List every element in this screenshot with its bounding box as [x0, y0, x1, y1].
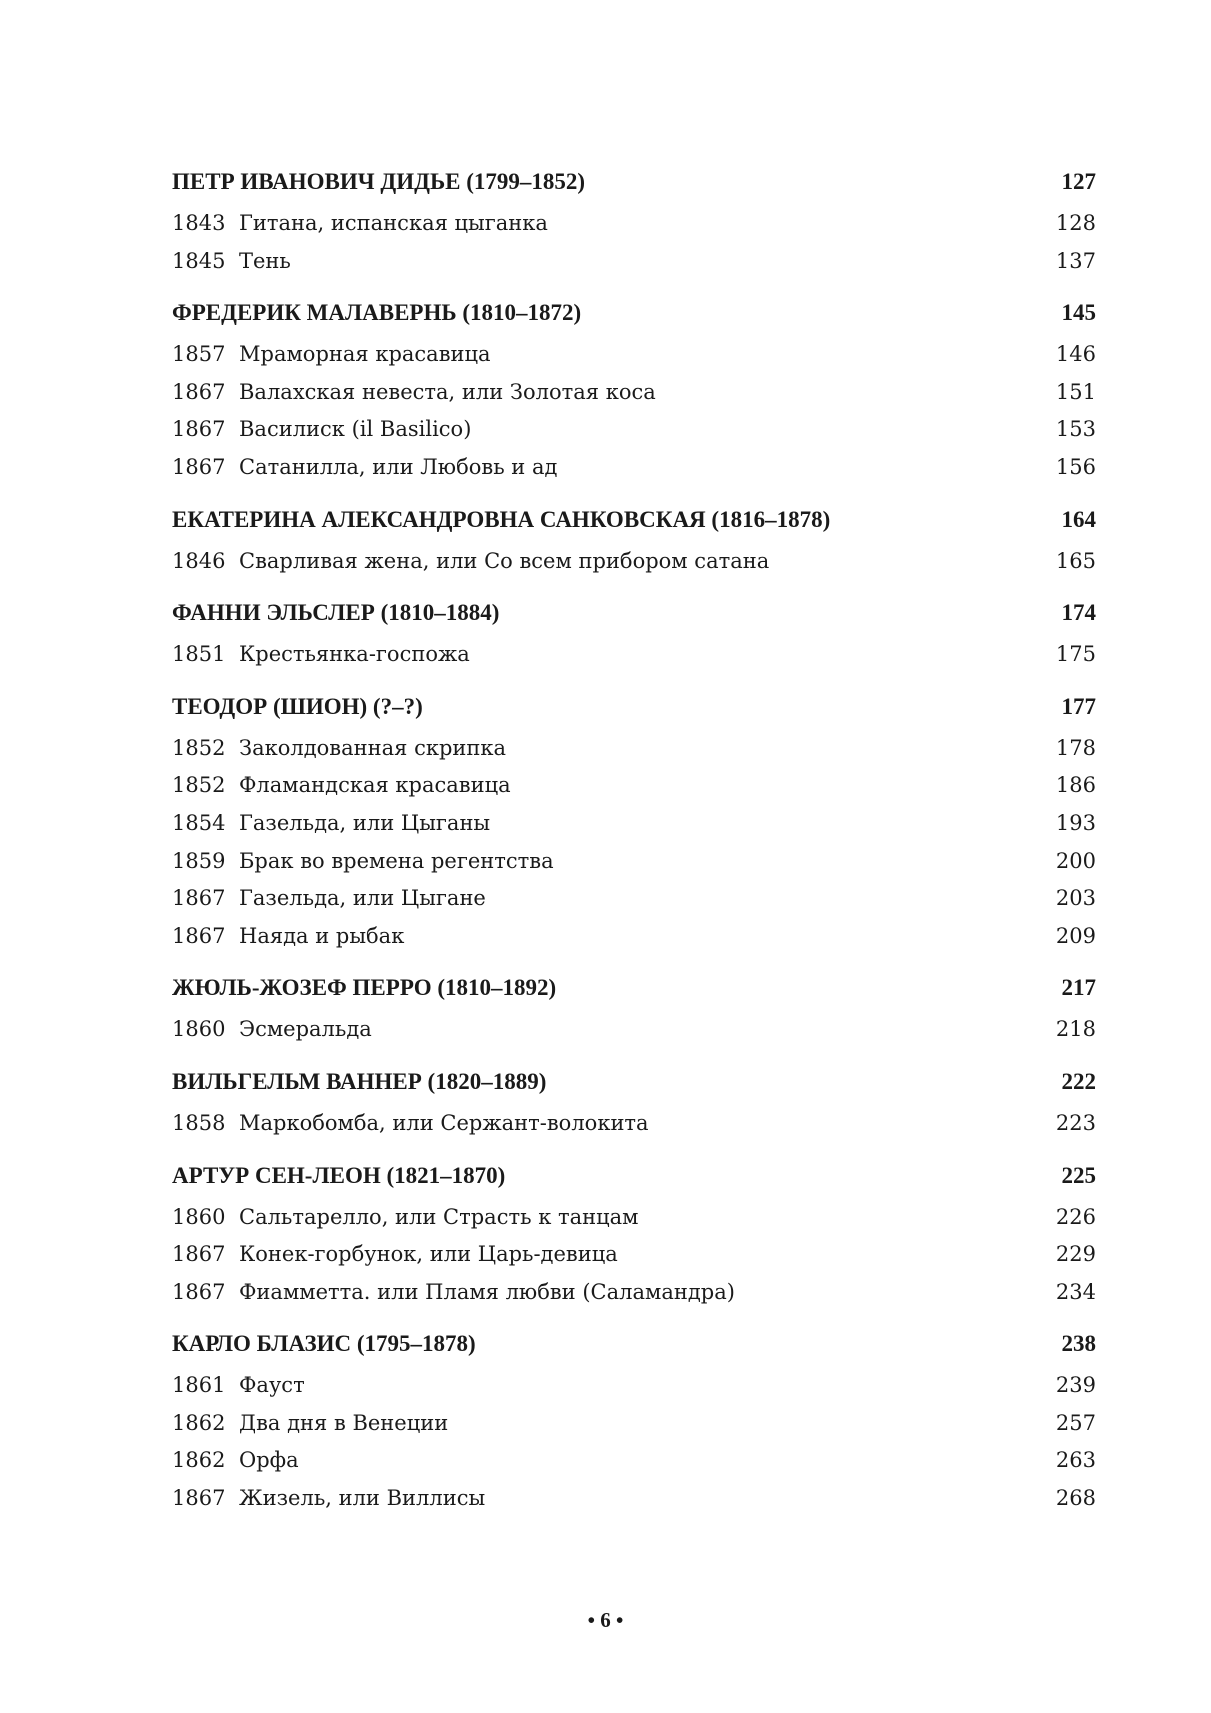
entry-year: 1867 — [172, 1279, 226, 1304]
entry-year: 1867 — [172, 379, 226, 404]
section-heading — [172, 969, 1096, 1007]
entry-year: 1857 — [172, 342, 226, 367]
entry-page-number: 218 — [1055, 1017, 1096, 1042]
toc-entry — [172, 1199, 1096, 1237]
toc-section — [172, 594, 1096, 674]
toc-entry — [172, 843, 1096, 881]
entry-page-number: 226 — [1055, 1204, 1096, 1229]
entry-year: 1845 — [172, 248, 226, 273]
entry-year: 1854 — [172, 810, 226, 835]
entry-page-number: 229 — [1055, 1242, 1096, 1267]
toc-entry — [172, 1236, 1096, 1274]
toc-entry — [172, 543, 1096, 581]
author-name: ЖЮЛЬ-ЖОЗЕФ ПЕРРО (1810–1892) — [172, 975, 557, 1001]
entry-page-number: 223 — [1055, 1110, 1096, 1135]
entry-page-number: 146 — [1055, 342, 1096, 367]
toc-entry — [172, 1405, 1096, 1443]
section-page-number: 225 — [1061, 1162, 1096, 1188]
entry-title: Газельда, или Цыганы — [239, 810, 491, 835]
entry-title: Заколдованная скрипка — [239, 735, 507, 760]
entry-year: 1862 — [172, 1448, 226, 1473]
entry-title: Два дня в Венеции — [239, 1410, 449, 1435]
entry-title: Орфа — [239, 1448, 299, 1473]
section-heading — [172, 294, 1096, 332]
toc-entry — [172, 336, 1096, 374]
entry-title: Тень — [239, 248, 291, 273]
section-page-number: 217 — [1061, 975, 1096, 1001]
entry-page-number: 165 — [1055, 548, 1096, 573]
author-name: ФАННИ ЭЛЬСЛЕР (1810–1884) — [172, 600, 500, 626]
toc-entry — [172, 880, 1096, 918]
section-heading — [172, 1157, 1096, 1195]
entry-page-number: 234 — [1055, 1279, 1096, 1304]
section-heading — [172, 594, 1096, 632]
entry-title: Мраморная красавица — [239, 342, 491, 367]
entry-page-number: 193 — [1055, 810, 1096, 835]
section-heading — [172, 688, 1096, 726]
entry-page-number: 137 — [1055, 248, 1096, 273]
entry-page-number: 268 — [1055, 1486, 1096, 1511]
entry-year: 1851 — [172, 642, 226, 667]
entry-year: 1867 — [172, 1486, 226, 1511]
entry-page-number: 153 — [1055, 417, 1096, 442]
toc-entry — [172, 374, 1096, 412]
entry-title: Гитана, испанская цыганка — [239, 211, 548, 235]
entry-year: 1859 — [172, 848, 226, 873]
entry-title: Конек-горбунок, или Царь-девица — [239, 1242, 618, 1267]
table-of-contents — [172, 163, 1096, 1532]
entry-year: 1852 — [172, 773, 226, 798]
entry-page-number: 128 — [1055, 211, 1096, 235]
entry-year: 1867 — [172, 454, 226, 479]
entry-title: Сварливая жена, или Со всем прибором сатана — [239, 548, 770, 573]
toc-entry — [172, 205, 1096, 243]
entry-title: Фиамметта. или Пламя любви (Саламандра) — [239, 1279, 735, 1304]
entry-year: 1867 — [172, 886, 226, 911]
section-heading — [172, 1325, 1096, 1363]
entry-page-number: 186 — [1055, 773, 1096, 798]
toc-entry — [172, 411, 1096, 449]
toc-entry — [172, 1442, 1096, 1480]
entry-page-number: 200 — [1055, 848, 1096, 873]
entry-year: 1867 — [172, 417, 226, 442]
section-heading — [172, 1063, 1096, 1101]
section-page-number: 238 — [1061, 1331, 1096, 1357]
toc-section — [172, 969, 1096, 1049]
author-name: ЕКАТЕРИНА АЛЕКСАНДРОВНА САНКОВСКАЯ (1816–1878) — [172, 506, 831, 532]
toc-entry — [172, 1480, 1096, 1518]
entry-title: Сальтарелло, или Страсть к танцам — [239, 1204, 639, 1229]
entry-page-number: 263 — [1055, 1448, 1096, 1473]
author-name: ТЕОДОР (ШИОН) (?–?) — [172, 693, 423, 719]
toc-entry — [172, 1274, 1096, 1312]
entry-year: 1860 — [172, 1017, 226, 1042]
toc-section — [172, 1325, 1096, 1517]
author-name: ВИЛЬГЕЛЬМ ВАННЕР (1820–1889) — [172, 1068, 547, 1094]
entry-title: Брак во времена регентства — [239, 848, 554, 873]
toc-entry — [172, 918, 1096, 956]
entry-page-number: 203 — [1055, 886, 1096, 911]
entry-page-number: 209 — [1055, 923, 1096, 948]
author-name: ФРЕДЕРИК МАЛАВЕРНЬ (1810–1872) — [172, 300, 582, 326]
toc-entry — [172, 636, 1096, 674]
author-name: КАРЛО БЛАЗИС (1795–1878) — [172, 1331, 476, 1357]
section-page-number: 164 — [1061, 506, 1096, 532]
toc-section — [172, 501, 1096, 581]
entry-page-number: 178 — [1055, 735, 1096, 760]
entry-title: Эсмеральда — [239, 1017, 372, 1042]
entry-year: 1862 — [172, 1410, 226, 1435]
entry-year: 1846 — [172, 548, 226, 573]
entry-page-number: 239 — [1055, 1373, 1096, 1398]
entry-title: Маркобомба, или Сержант-волокита — [239, 1110, 649, 1135]
entry-page-number: 175 — [1055, 642, 1096, 667]
entry-year: 1867 — [172, 1242, 226, 1267]
toc-entry — [172, 449, 1096, 487]
entry-title: Газельда, или Цыгане — [239, 886, 486, 911]
author-name: ПЕТР ИВАНОВИЧ ДИДЬЕ (1799–1852) — [172, 169, 586, 194]
entry-year: 1861 — [172, 1373, 226, 1398]
section-page-number: 177 — [1061, 693, 1096, 719]
toc-entry — [172, 1011, 1096, 1049]
section-page-number: 145 — [1061, 300, 1096, 326]
entry-year: 1852 — [172, 735, 226, 760]
toc-entry — [172, 767, 1096, 805]
toc-entry — [172, 730, 1096, 768]
entry-title: Фауст — [239, 1373, 305, 1398]
toc-section — [172, 1063, 1096, 1143]
toc-section — [172, 163, 1096, 280]
entry-title: Валахская невеста, или Золотая коса — [239, 379, 656, 404]
toc-section — [172, 1157, 1096, 1312]
section-page-number: 127 — [1061, 169, 1096, 194]
section-heading — [172, 163, 1096, 201]
author-name: АРТУР СЕН-ЛЕОН (1821–1870) — [172, 1162, 506, 1188]
toc-entry — [172, 805, 1096, 843]
entry-year: 1860 — [172, 1204, 226, 1229]
section-heading — [172, 501, 1096, 539]
entry-year: 1867 — [172, 923, 226, 948]
entry-page-number: 156 — [1055, 454, 1096, 479]
entry-title: Фламандская красавица — [239, 773, 511, 798]
entry-page-number: 151 — [1055, 379, 1096, 404]
entry-page-number: 257 — [1055, 1410, 1096, 1435]
page-number: • 6 • — [587, 1608, 624, 1632]
toc-section — [172, 294, 1096, 486]
entry-title: Сатанилла, или Любовь и ад — [239, 454, 558, 479]
entry-year: 1843 — [172, 211, 226, 235]
toc-entry — [172, 1367, 1096, 1405]
entry-title: Жизель, или Виллисы — [239, 1486, 486, 1511]
section-page-number: 174 — [1061, 600, 1096, 626]
toc-entry — [172, 243, 1096, 281]
entry-title: Крестьянка-госпожа — [239, 642, 470, 667]
toc-entry — [172, 1105, 1096, 1143]
entry-title: Василиск (il Basilico) — [239, 417, 472, 442]
entry-title: Наяда и рыбак — [239, 923, 405, 948]
entry-year: 1858 — [172, 1110, 226, 1135]
section-page-number: 222 — [1061, 1068, 1096, 1094]
toc-section — [172, 688, 1096, 956]
